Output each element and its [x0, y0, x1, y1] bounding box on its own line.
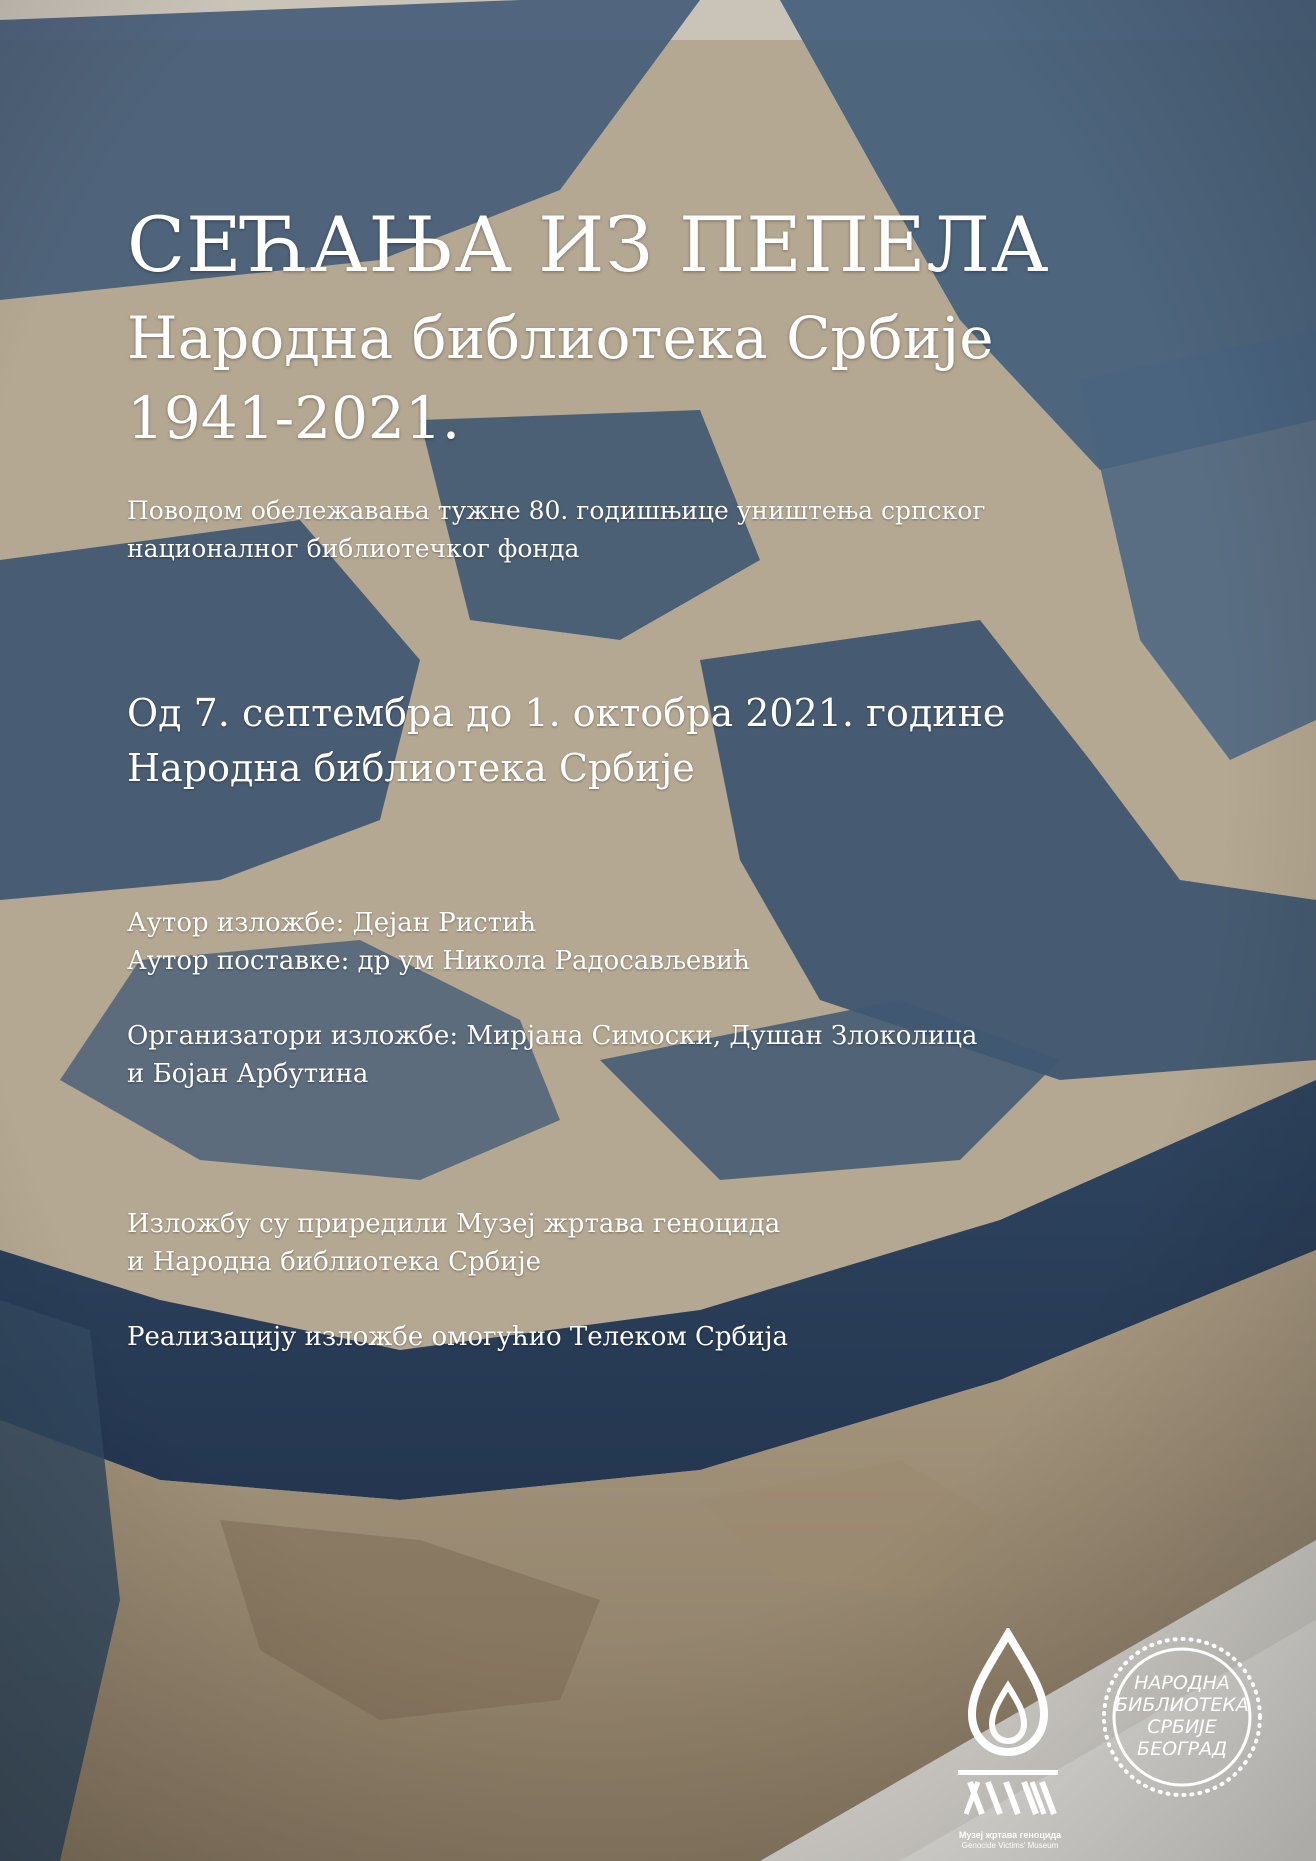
organizers-credits — [127, 1017, 977, 1093]
venue-line: Народна библиотека Србије — [127, 746, 695, 790]
occasion-line-2: националног библиотечког фонда — [127, 534, 580, 563]
prepared-by-credits — [127, 1205, 780, 1281]
museum-name-en: Genocide Victims' Museum — [961, 1841, 1059, 1850]
museum-caption — [940, 1830, 1080, 1851]
museum-name-sr: Музеј жртава геноцида — [958, 1830, 1062, 1840]
occasion-text — [127, 492, 985, 568]
library-seal-line-2: БИБЛИОТЕКА — [1115, 1694, 1249, 1716]
organizers-line-2: и Бојан Арбутина — [127, 1059, 369, 1089]
library-seal-line-1: НАРОДНА — [1134, 1672, 1230, 1694]
organizers-line-1: Организатори изложбе: Мирјана Симоски, Душан Злоколица — [127, 1021, 978, 1051]
prepared-line-2: и Народна библиотека Србије — [127, 1247, 542, 1277]
sponsor-line: Реализацију изложбе омогућио Телеком Србија — [127, 1322, 789, 1352]
museum-flame-logo-icon — [948, 1628, 1068, 1828]
exhibition-author: Аутор изложбе: Дејан Ристић — [127, 908, 537, 938]
dates-line: Од 7. септембра до 1. октобра 2021. године — [127, 691, 1006, 735]
subtitle-line-years: 1941-2021. — [127, 384, 461, 452]
national-library-seal — [1099, 1634, 1265, 1800]
prepared-line-1: Изложбу су приредили Музеј жртава геноцида — [127, 1209, 781, 1239]
exhibition-dates — [127, 686, 1005, 796]
poster-subtitle — [127, 298, 994, 458]
library-seal-line-3: СРБИЈЕ — [1147, 1716, 1217, 1738]
sponsor-credit — [127, 1318, 788, 1356]
authors-credits — [127, 904, 750, 980]
poster-title: СЕЋАЊА ИЗ ПЕПЕЛА — [127, 200, 1050, 289]
occasion-line-1: Поводом обележавања тужне 80. годишњице уништења српског — [127, 496, 986, 525]
setup-author: Аутор поставке: др ум Никола Радосављевић — [127, 946, 750, 976]
library-seal-line-4: БЕОГРАД — [1137, 1738, 1227, 1760]
subtitle-line-library: Народна библиотека Србије — [127, 304, 994, 372]
